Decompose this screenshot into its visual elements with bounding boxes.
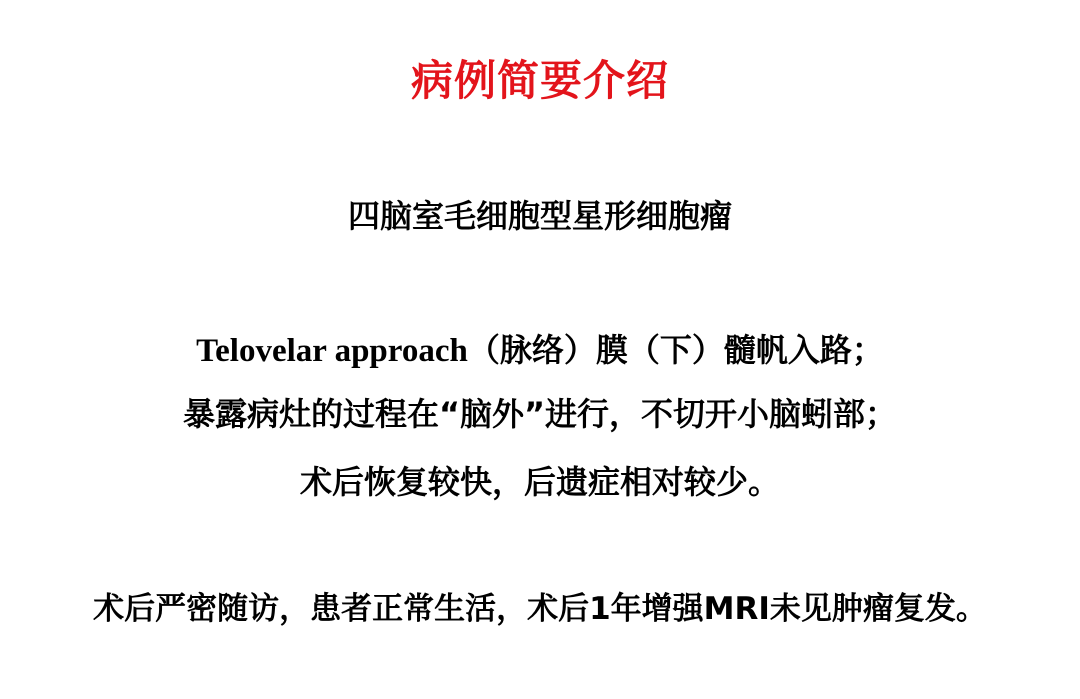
approach-line xyxy=(0,331,1080,369)
exposure-line: 暴露病灶的过程在“脑外”进行，不切开小脑蚓部； xyxy=(182,395,898,433)
followup-line: 术后严密随访，患者正常生活，术后1年增强MRI未见肿瘤复发。 xyxy=(93,591,987,627)
recovery-line: 术后恢复较快，后遗症相对较少。 xyxy=(299,463,780,501)
approach-latin: Telovelar approach xyxy=(196,333,468,369)
slide-title: 病例简要介绍 xyxy=(410,56,669,105)
diagnosis-text: 四脑室毛细胞型星形细胞瘤 xyxy=(347,197,732,235)
approach-chinese: （脉络）膜（下）髓帆入路； xyxy=(467,331,884,369)
